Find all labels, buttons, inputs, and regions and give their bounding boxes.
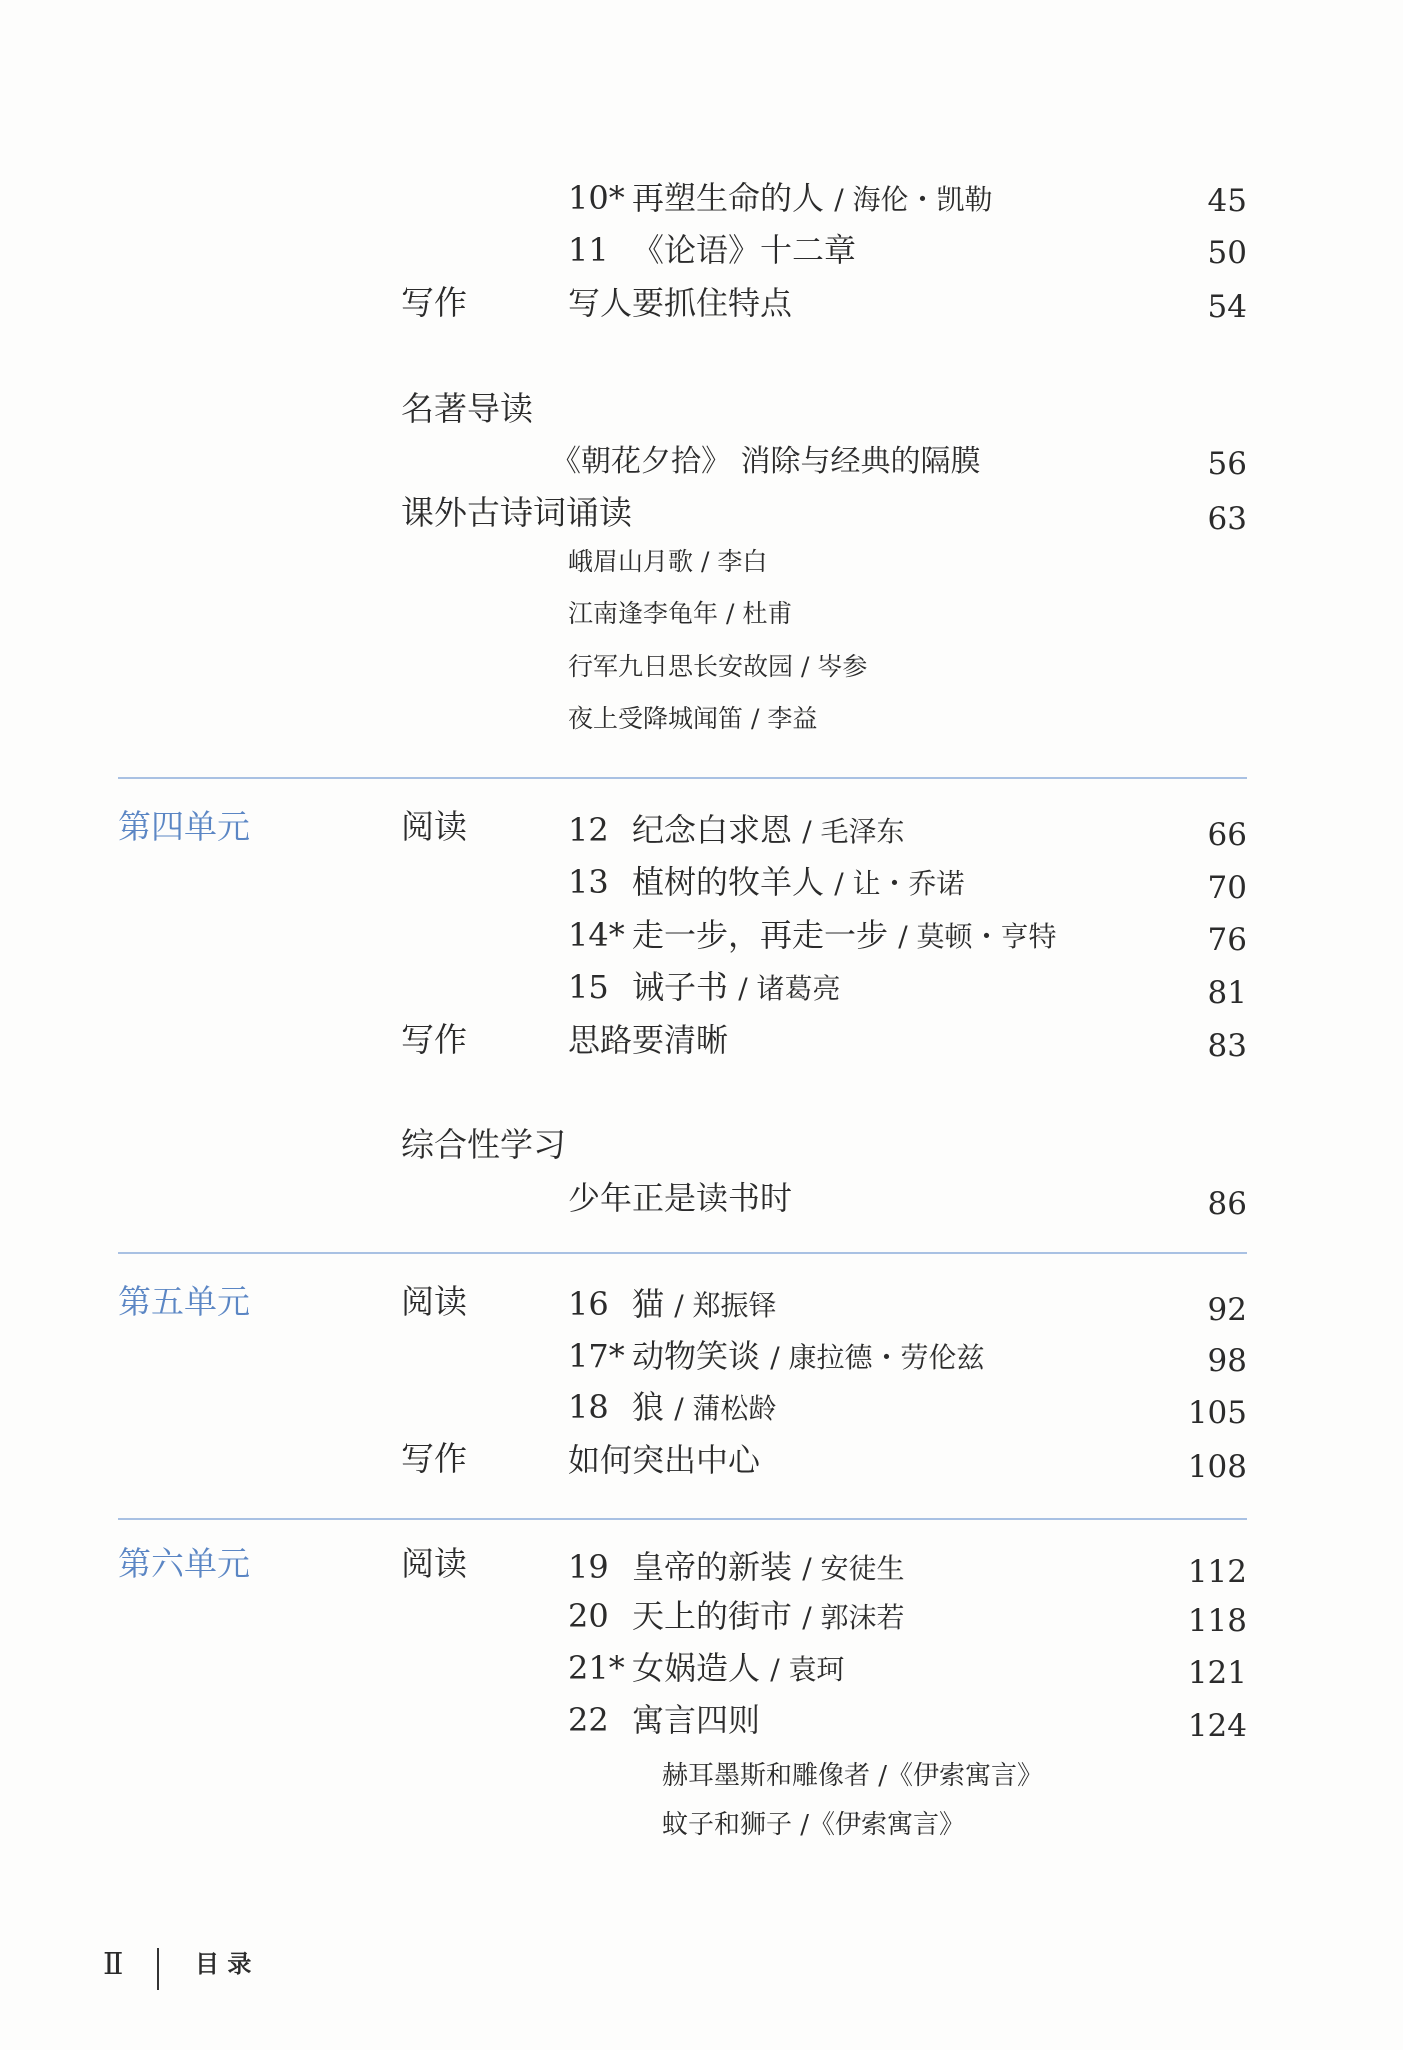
fable-item: 蚊子和狮子 /《伊索寓言》 [662,1810,966,1840]
page-number: 81 [1207,975,1247,1011]
footer-section-title: 目 录 [195,1950,252,1978]
poem-item: 江南逢李龟年 / 杜甫 [568,599,793,628]
section-label-writing: 写作 [401,283,467,322]
page-number: 45 [1207,183,1247,219]
footer-page-number: Ⅱ [103,1947,124,1982]
toc-entry-lesson-11: 11 《论语》十二章 [568,231,857,269]
toc-entry-lesson-16: 16 猫 / 郑振铎 [568,1285,777,1323]
section-heading-study: 综合性学习 [401,1125,566,1164]
unit-label-5: 第五单元 [118,1282,250,1321]
page-number: 70 [1207,870,1247,906]
page-number: 66 [1207,817,1247,853]
toc-entry-lesson-22: 22 寓言四则 [568,1701,761,1739]
page-number: 121 [1187,1655,1247,1691]
poem-item: 行军九日思长安故园 / 岑参 [568,652,868,681]
section-heading-classics: 名著导读 [401,389,533,428]
unit-divider [118,1252,1247,1254]
unit-divider [118,777,1247,779]
toc-entry-lesson-19: 19 皇帝的新装 / 安徒生 [568,1548,905,1586]
page-number: 108 [1187,1449,1247,1485]
unit-label-6: 第六单元 [118,1544,250,1583]
section-label-writing: 写作 [401,1439,467,1478]
page-number: 98 [1207,1343,1247,1379]
toc-entry-lesson-10: 10* 再塑生命的人 / 海伦・凯勒 [568,179,993,217]
section-label-reading: 阅读 [401,1544,467,1583]
toc-entry-lesson-14: 14* 走一步，再走一步 / 莫顿・亨特 [568,916,1057,954]
page-number: 118 [1187,1603,1247,1639]
toc-entry-lesson-21: 21* 女娲造人 / 袁珂 [568,1649,845,1687]
toc-entry-lesson-13: 13 植树的牧羊人 / 让・乔诺 [568,863,965,901]
page-number: 56 [1207,446,1247,482]
page-number: 83 [1207,1028,1247,1064]
section-label-reading: 阅读 [401,1282,467,1321]
poem-item: 夜上受降城闻笛 / 李益 [568,704,818,733]
toc-entry-writing: 写人要抓住特点 [568,284,793,322]
unit-divider [118,1518,1247,1520]
section-heading-poems: 课外古诗词诵读 [401,493,632,532]
toc-entry-writing: 思路要清晰 [568,1021,729,1059]
page-number: 92 [1207,1292,1247,1328]
section-label-writing: 写作 [401,1020,467,1059]
toc-entry-lesson-18: 18 狼 / 蒲松龄 [568,1388,777,1426]
toc-entry-lesson-20: 20 天上的街市 / 郭沫若 [568,1597,905,1635]
toc-entry-writing: 如何突出中心 [568,1441,761,1479]
page-number: 50 [1207,235,1247,271]
fable-item: 赫耳墨斯和雕像者 /《伊索寓言》 [662,1761,1044,1791]
footer-separator [157,1948,159,1990]
page-number: 54 [1207,289,1247,325]
toc-entry-lesson-12: 12 纪念白求恩 / 毛泽东 [568,811,905,849]
page-number: 124 [1187,1708,1247,1744]
unit-label-4: 第四单元 [118,807,250,846]
toc-entry-classic: 《朝花夕拾》 消除与经典的隔膜 [551,444,981,479]
page-number: 63 [1207,501,1247,537]
toc-entry-study: 少年正是读书时 [568,1179,793,1217]
poem-item: 峨眉山月歌 / 李白 [568,547,768,576]
section-label-reading: 阅读 [401,807,467,846]
toc-entry-lesson-15: 15 诫子书 / 诸葛亮 [568,968,841,1006]
page-number: 76 [1207,922,1247,958]
page-number: 105 [1187,1395,1247,1431]
page-number: 86 [1207,1186,1247,1222]
page-number: 112 [1187,1554,1247,1590]
toc-entry-lesson-17: 17* 动物笑谈 / 康拉德・劳伦兹 [568,1337,985,1375]
